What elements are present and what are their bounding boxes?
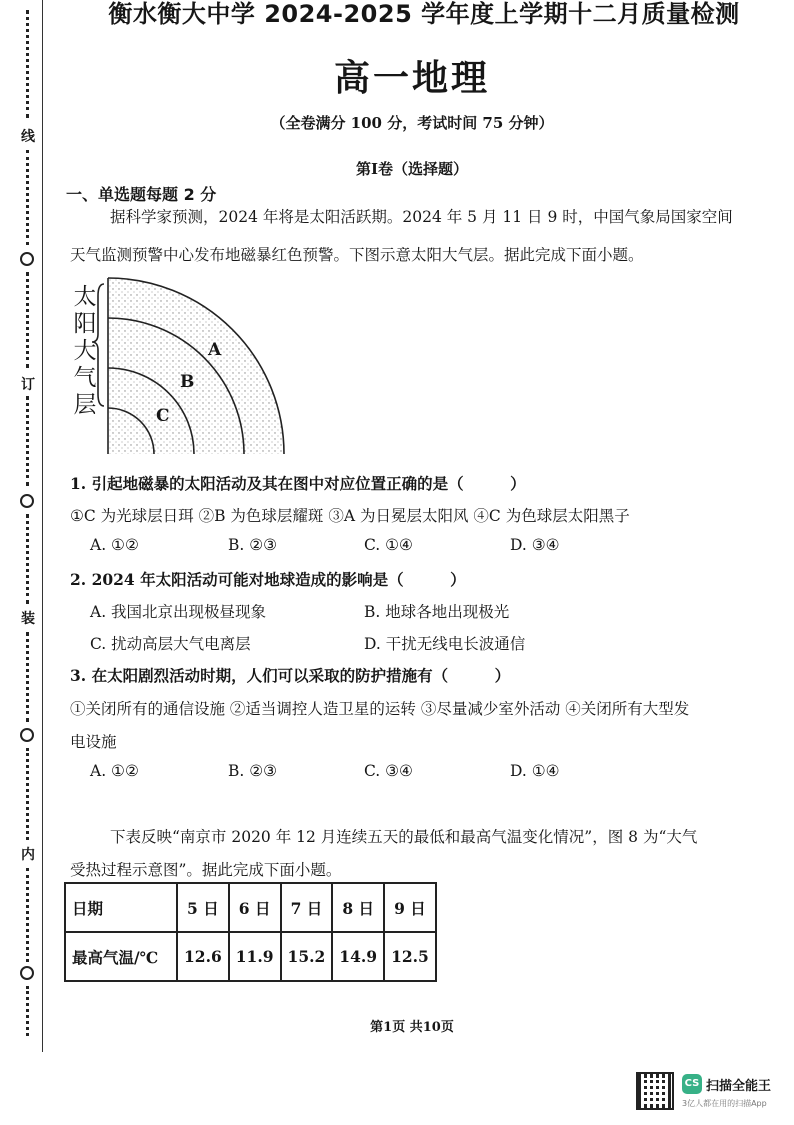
table-cell-date: 7 日: [281, 883, 333, 932]
dotted-line: [26, 986, 30, 1036]
layer-label-b: B: [180, 372, 195, 392]
camscanner-tagline: 3亿人都在用的扫描App: [682, 1099, 767, 1108]
label-char: 大: [73, 338, 97, 364]
qr-code-icon: [636, 1072, 674, 1110]
binding-rule: [42, 0, 43, 1052]
margin-char-ding: 订: [21, 377, 35, 393]
question-1-statements: ①C 为光球层日珥 ②B 为色球层耀斑 ③A 为日冕层太阳风 ④C 为色球层太阳黑子: [70, 507, 630, 525]
table-cell-date: 5 日: [177, 883, 229, 932]
question-3-statements-line-2: 电设施: [70, 733, 117, 751]
layer-label-a: A: [208, 340, 222, 360]
dotted-line: [26, 868, 30, 962]
question-1-option-c: C. ①④: [364, 536, 413, 554]
table-cell-date: 8 日: [332, 883, 384, 932]
volume-title: 第Ⅰ卷（选择题）: [355, 160, 469, 178]
question-2-option-b: B. 地球各地出现极光: [364, 603, 510, 621]
table-row: [65, 883, 436, 932]
binding-margin: [0, 0, 60, 1060]
solar-layers-diagram: [70, 276, 302, 456]
table-cell-temp: 12.6: [177, 932, 229, 981]
dotted-line: [26, 396, 30, 486]
section-title: 一、单选题每题 2 分: [66, 185, 217, 204]
solar-atmosphere-figure: [70, 276, 302, 456]
passage-2-line-2: 受热过程示意图”。据此完成下面小题。: [70, 861, 342, 879]
question-3-option-a: A. ①②: [90, 762, 139, 780]
question-3-statements-line-1: ①关闭所有的通信设施 ②适当调控人造卫星的运转 ③尽量减少室外活动 ④关闭所有大型发: [70, 700, 690, 718]
page-title: 高一地理: [333, 58, 490, 99]
layer-label-c: C: [156, 406, 170, 426]
dotted-line: [26, 272, 30, 368]
dotted-line: [26, 632, 30, 722]
question-2-option-d: D. 干扰无线电长波通信: [364, 635, 526, 653]
label-char: 太: [73, 284, 97, 310]
camscanner-logo: CS: [682, 1074, 702, 1094]
page-number: 第1页 共10页: [370, 1020, 454, 1035]
passage-1-line-2: 天气监测预警中心发布地磁暴红色预警。下图示意太阳大气层。据此完成下面小题。: [70, 246, 644, 264]
dotted-line: [26, 748, 30, 840]
question-2-option-c: C. 扰动高层大气电离层: [90, 635, 251, 653]
binding-hole-icon: [20, 728, 34, 742]
table-cell-temp: 14.9: [332, 932, 384, 981]
table-header-max-temp: 最高气温/℃: [65, 932, 177, 981]
question-1-option-a: A. ①②: [90, 536, 139, 554]
table-cell-date: 6 日: [229, 883, 281, 932]
margin-char-xian: 线: [21, 129, 35, 145]
passage-2-line-1: 下表反映“南京市 2020 年 12 月连续五天的最低和最高气温变化情况”，图 8 为“大气: [110, 828, 698, 846]
passage-1-line-1: 据科学家预测，2024 年将是太阳活跃期。2024 年 5 月 11 日 9 时，中国气象局国家空间: [110, 208, 733, 226]
question-3-option-c: C. ③④: [364, 762, 413, 780]
question-3-option-b: B. ②③: [228, 762, 278, 780]
margin-char-nei: 内: [21, 847, 35, 863]
figure-side-label: [70, 284, 100, 419]
exam-header: 衡水衡大中学 2024-2025 学年度上学期十二月质量检测: [108, 0, 740, 28]
label-char: 阳: [73, 311, 97, 337]
table-cell-temp: 12.5: [384, 932, 436, 981]
temperature-table: [64, 882, 437, 982]
exam-info: （全卷满分 100 分，考试时间 75 分钟）: [270, 114, 554, 132]
table-cell-temp: 15.2: [281, 932, 333, 981]
question-1-option-b: B. ②③: [228, 536, 278, 554]
table-header-date: 日期: [65, 883, 177, 932]
table-cell-date: 9 日: [384, 883, 436, 932]
question-2-option-a: A. 我国北京出现极昼现象: [90, 603, 267, 621]
question-1-stem: 1. 引起地磁暴的太阳活动及其在图中对应位置正确的是（ ）: [70, 474, 526, 493]
table-cell-temp: 11.9: [229, 932, 281, 981]
dotted-line: [26, 514, 30, 604]
binding-hole-icon: [20, 252, 34, 266]
label-char: 气: [73, 365, 97, 391]
question-3-option-d: D. ①④: [510, 762, 560, 780]
table-row: [65, 932, 436, 981]
question-2-stem: 2. 2024 年太阳活动可能对地球造成的影响是（ ）: [70, 570, 466, 589]
binding-hole-icon: [20, 494, 34, 508]
question-3-stem: 3. 在太阳剧烈活动时期，人们可以采取的防护措施有（ ）: [70, 666, 511, 685]
label-char: 层: [73, 392, 97, 418]
dotted-line: [26, 150, 30, 245]
question-1-option-d: D. ③④: [510, 536, 560, 554]
dotted-line: [26, 10, 30, 118]
camscanner-name: 扫描全能王: [706, 1079, 772, 1094]
margin-char-zhuang: 装: [21, 611, 35, 627]
binding-hole-icon: [20, 966, 34, 980]
